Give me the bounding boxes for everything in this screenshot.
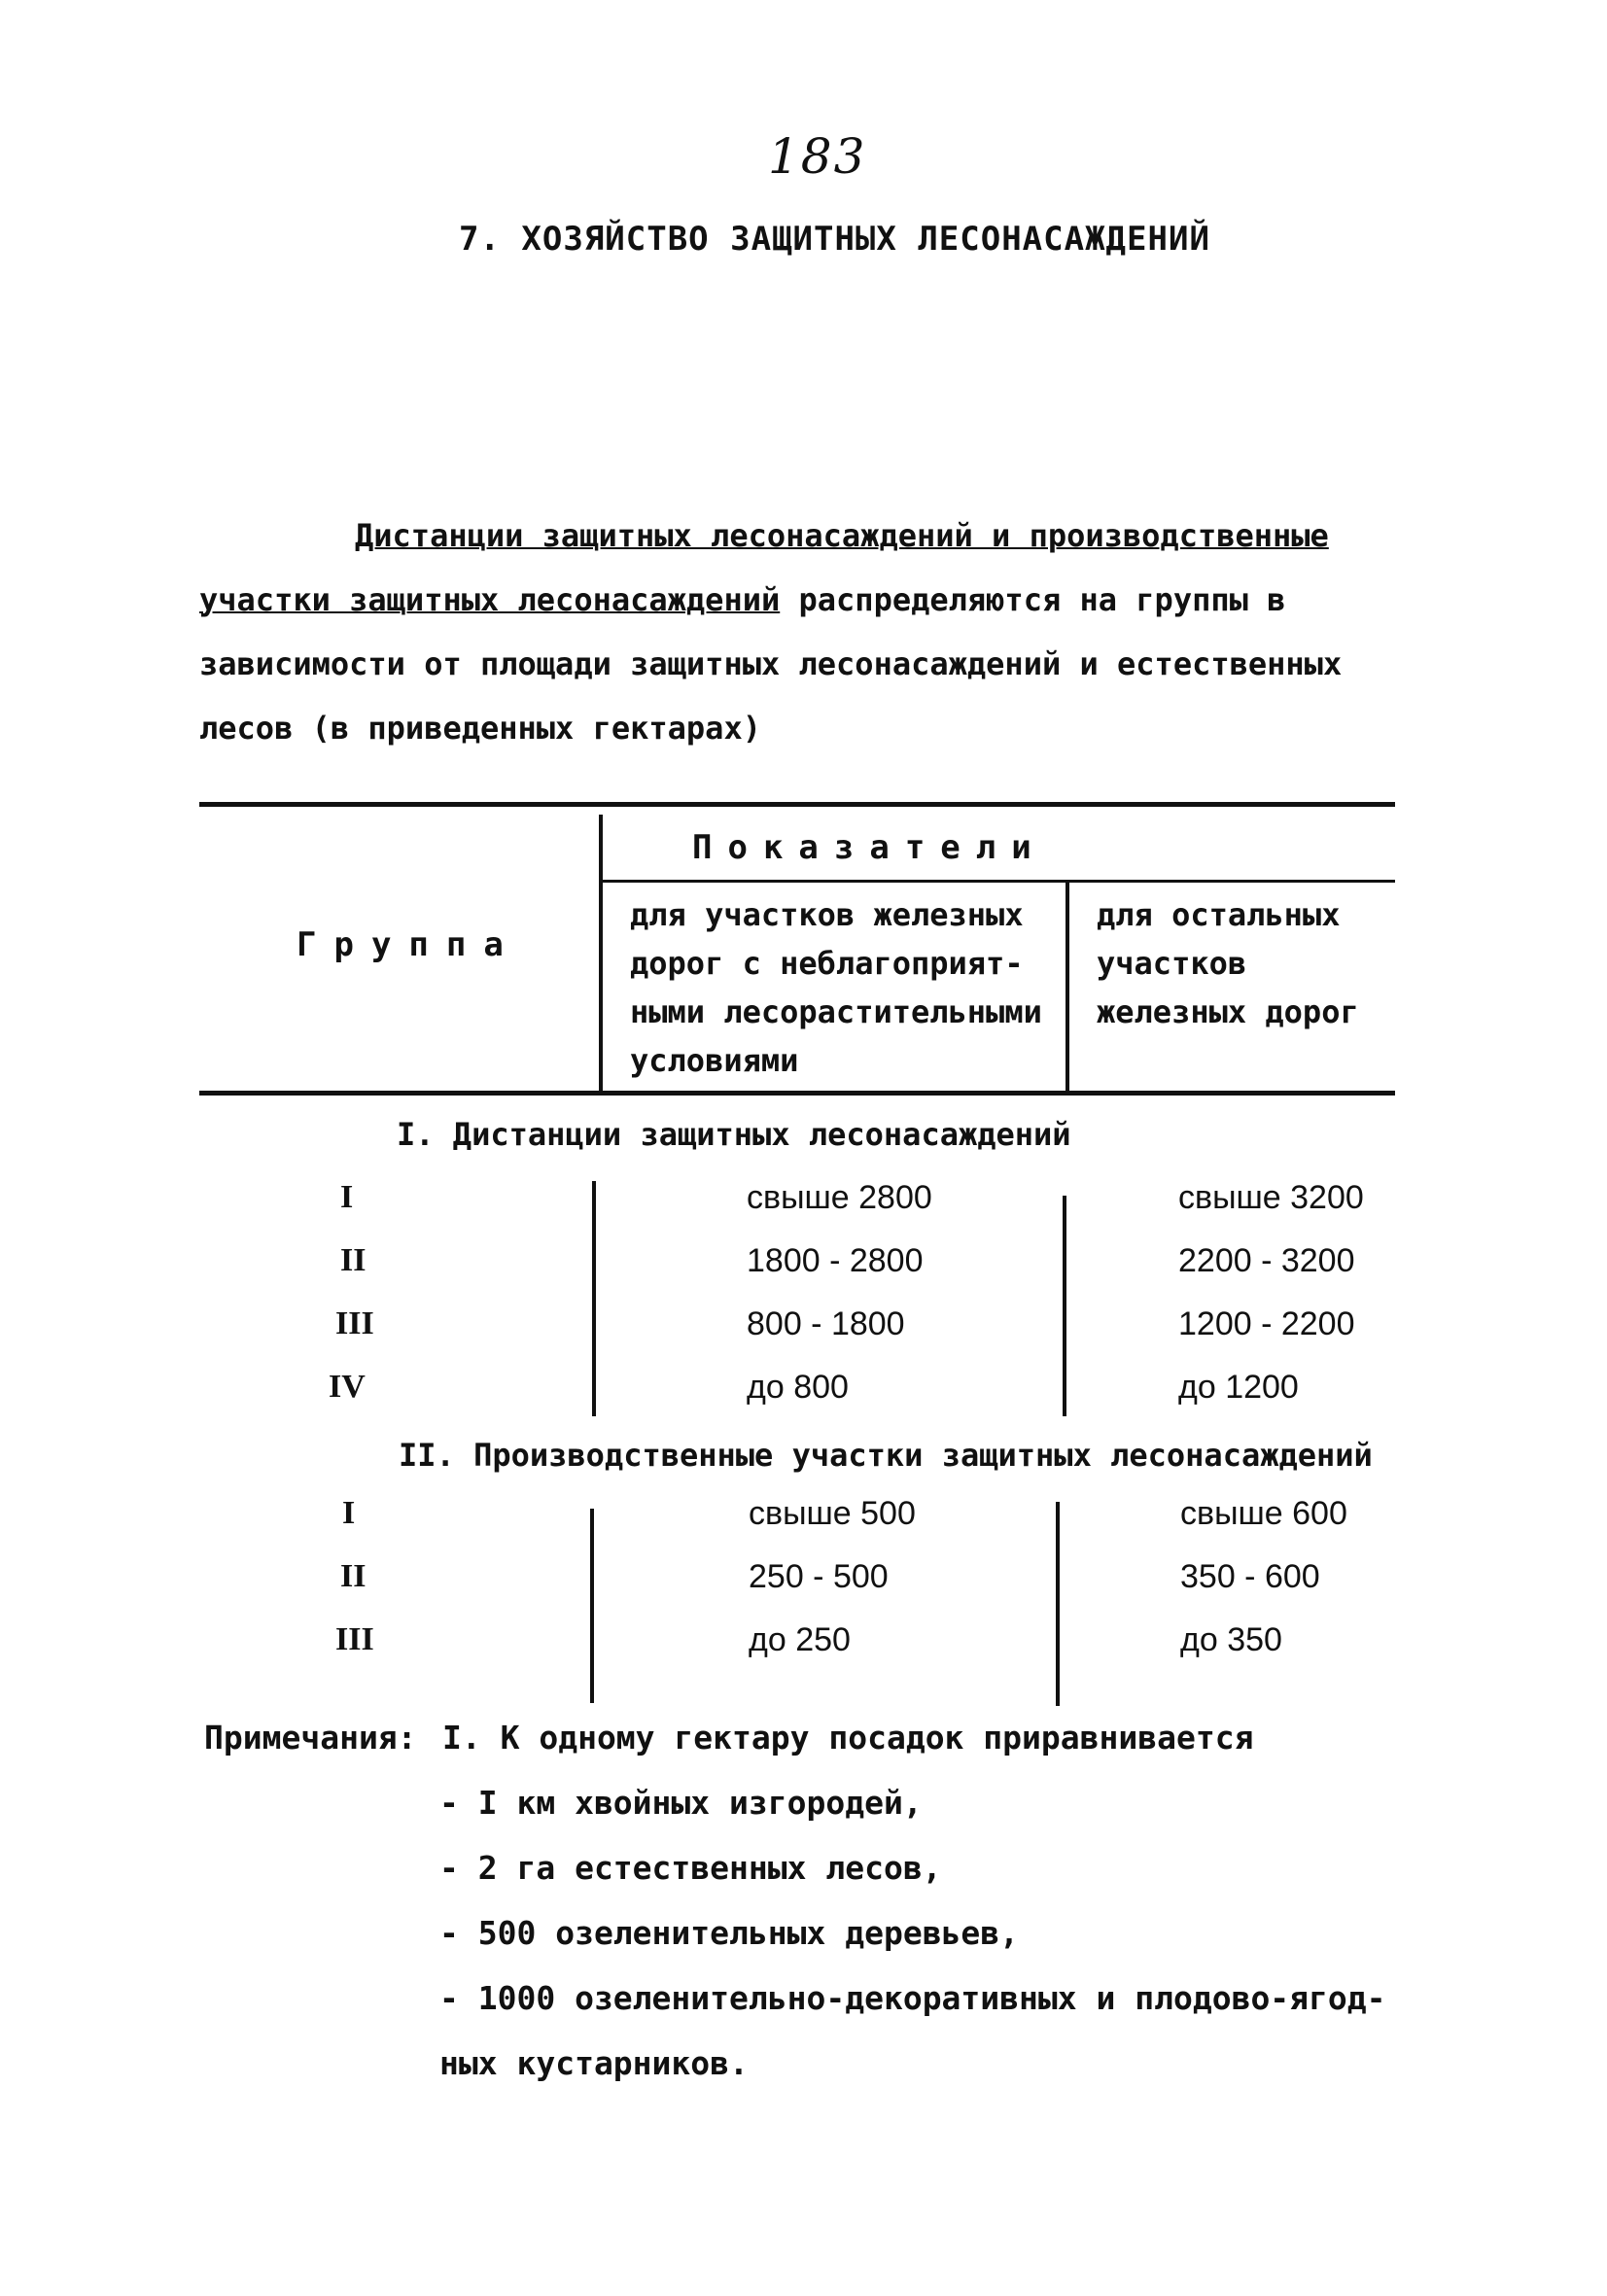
section1-divider-2 xyxy=(1063,1196,1066,1416)
intro-line-3: зависимости от площади защитных лесонасаждений и естественных xyxy=(199,645,1343,682)
col2-header: для остальных участков железных дорог xyxy=(1097,896,1359,1030)
col1-value: свыше 2800 xyxy=(747,1179,932,1216)
table-header-bottom-rule xyxy=(199,1091,1395,1096)
section-title: I. Дистанции защитных лесонасаждений xyxy=(397,1116,1071,1153)
intro-paragraph xyxy=(199,504,1415,760)
col1-value: до 250 xyxy=(749,1621,851,1658)
intro-line-2-rest: распределяются на группы в xyxy=(780,581,1286,618)
note-item: - 1000 озеленительно-декоративных и плодово-ягод- xyxy=(439,1979,1386,2017)
col2-value: 2200 - 3200 xyxy=(1178,1242,1355,1279)
header-indicators: Показатели xyxy=(692,828,1047,867)
col1-value: 1800 - 2800 xyxy=(747,1242,924,1279)
group-label: I xyxy=(342,1495,356,1531)
col1-header: для участков железных дорог с неблагоприят-ными лесорастительными условиями xyxy=(630,896,1042,1079)
section2-divider-1 xyxy=(590,1509,594,1703)
page-number: 183 xyxy=(768,128,867,185)
group-label: II xyxy=(340,1242,367,1278)
col1-value: 250 - 500 xyxy=(749,1558,889,1595)
note-continuation: ных кустарников. xyxy=(439,2044,749,2082)
group-label: III xyxy=(335,1305,374,1341)
group-label: IV xyxy=(329,1369,366,1405)
col2-value: до 1200 xyxy=(1178,1369,1299,1406)
col2-value: 350 - 600 xyxy=(1180,1558,1320,1595)
page-title: 7. ХОЗЯЙСТВО ЗАЩИТНЫХ ЛЕСОНАСАЖДЕНИЙ xyxy=(459,220,1210,259)
indicators-divider-rule xyxy=(601,880,1395,883)
section-title: II. Производственные участки защитных лесонасаждений xyxy=(399,1437,1373,1474)
group-label: I xyxy=(340,1179,354,1215)
note-item: - 500 озеленительных деревьев, xyxy=(439,1914,1020,1952)
note-item: - 2 га естественных лесов, xyxy=(439,1849,942,1887)
section1-divider-1 xyxy=(592,1181,596,1416)
col2-value: свыше 600 xyxy=(1180,1495,1347,1532)
col2-value: до 350 xyxy=(1180,1621,1282,1658)
intro-line-2-underlined: участки защитных лесонасаждений xyxy=(199,581,781,618)
col2-value: свыше 3200 xyxy=(1178,1179,1364,1216)
col2-value: 1200 - 2200 xyxy=(1178,1305,1355,1342)
header-vertical-divider-1 xyxy=(599,815,603,1095)
intro-line-1: Дистанции защитных лесонасаждений и производственные xyxy=(355,517,1329,554)
table-top-rule xyxy=(199,802,1395,807)
header-group: Группа xyxy=(297,925,521,964)
section2-divider-2 xyxy=(1056,1502,1060,1706)
col1-value: 800 - 1800 xyxy=(747,1305,905,1342)
group-label: II xyxy=(340,1558,367,1594)
intro-line-4: лесов (в приведенных гектарах) xyxy=(199,710,761,747)
col1-value: свыше 500 xyxy=(749,1495,916,1532)
notes-first: I. К одному гектару посадок приравнивается xyxy=(442,1719,1254,1757)
group-label: III xyxy=(335,1621,374,1657)
note-item: - I км хвойных изгородей, xyxy=(439,1784,923,1822)
notes-label: Примечания: xyxy=(204,1719,417,1757)
col1-value: до 800 xyxy=(747,1369,849,1406)
